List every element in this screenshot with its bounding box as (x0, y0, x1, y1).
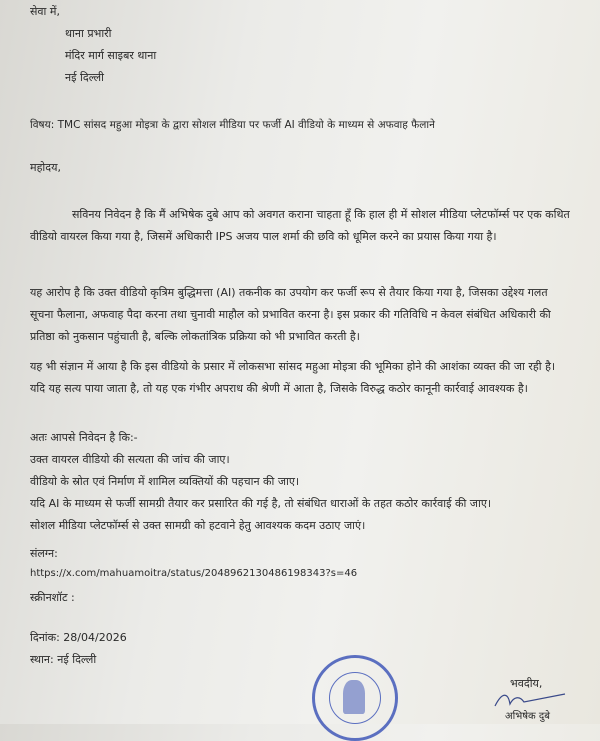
place: स्थान: नई दिल्ली (30, 653, 97, 666)
greeting: महोदय, (30, 161, 61, 174)
emblem-icon (343, 680, 365, 714)
recipient-line-3: नई दिल्ली (65, 71, 104, 84)
request-intro: अतः आपसे निवेदन है कि:- (30, 431, 138, 444)
request-item: सोशल मीडिया प्लेटफॉर्म्स से उक्त सामग्री को हटवाने हेतु आवश्यक कदम उठाए जाएं। (30, 519, 366, 532)
police-station-stamp (312, 655, 398, 741)
salutation-to: सेवा में, (30, 5, 60, 18)
paragraph-3: यह भी संज्ञान में आया है कि इस वीडियो के प्रसार में लोकसभा सांसद महुआ मोइत्रा की भूमिका होने की आशंका व्यक्त की जा रही है। यदि यह सत्य पाया जाता है, तो यह एक गंभीर अपराध की श्रेणी में आता है, जिसके विरुद्ध कठोर कानूनी कार्रवाई आवश्यक है। (30, 360, 556, 395)
closing: भवदीय, (510, 677, 543, 690)
signature-name: अभिषेक दुबे (505, 711, 550, 722)
attachment-label: संलग्न: (30, 547, 58, 560)
subject: विषय: TMC सांसद महुआ मोइत्रा के द्वारा सोशल मीडिया पर फर्जी AI वीडियो के माध्यम से अफवाह फैलाने (30, 119, 435, 131)
paragraph-1: सविनय निवेदन है कि मैं अभिषेक दुबे आप को अवगत कराना चाहता हूँ कि हाल ही में सोशल मीडिया प्लेटफॉर्म्स पर एक कथित वीडियो वायरल किया गया है, जिसमें अधिकारी IPS अजय पाल शर्मा की छवि को धूमिल करने का प्रयास किया गया है। (30, 208, 570, 243)
attachment-url[interactable]: https://x.com/mahuamoitra/status/2048962130486198343?s=46 (30, 568, 358, 579)
request-item: वीडियो के स्रोत एवं निर्माण में शामिल व्यक्तियों की पहचान की जाए। (30, 475, 300, 488)
request-item: उक्त वायरल वीडियो की सत्यता की जांच की जाए। (30, 453, 230, 466)
request-item: यदि AI के माध्यम से फर्जी सामग्री तैयार कर प्रसारित की गई है, तो संबंधित धाराओं के तहत कठोर कार्रवाई की जाए। (30, 497, 492, 510)
signature-icon (490, 690, 570, 710)
paragraph-2: यह आरोप है कि उक्त वीडियो कृत्रिम बुद्धिमत्ता (AI) तकनीक का उपयोग कर फर्जी रूप से तैयार किया गया है, जिसका उद्देश्य गलत सूचना फैलाना, अफवाह पैदा करना तथा चुनावी माहौल को प्रभावित करना है। इस प्रकार की गतिविधि न केवल संबंधित अधिकारी की प्रतिष्ठा को नुकसान पहुंचाती है, बल्कि लोकतांत्रिक प्रक्रिया को भी प्रभावित करती है। (30, 286, 551, 343)
date: दिनांक: 28/04/2026 (30, 631, 127, 644)
recipient-line-2: मंदिर मार्ग साइबर थाना (65, 49, 157, 62)
recipient-line-1: थाना प्रभारी (65, 27, 112, 40)
screenshot-label: स्क्रीनशॉट : (30, 591, 75, 604)
